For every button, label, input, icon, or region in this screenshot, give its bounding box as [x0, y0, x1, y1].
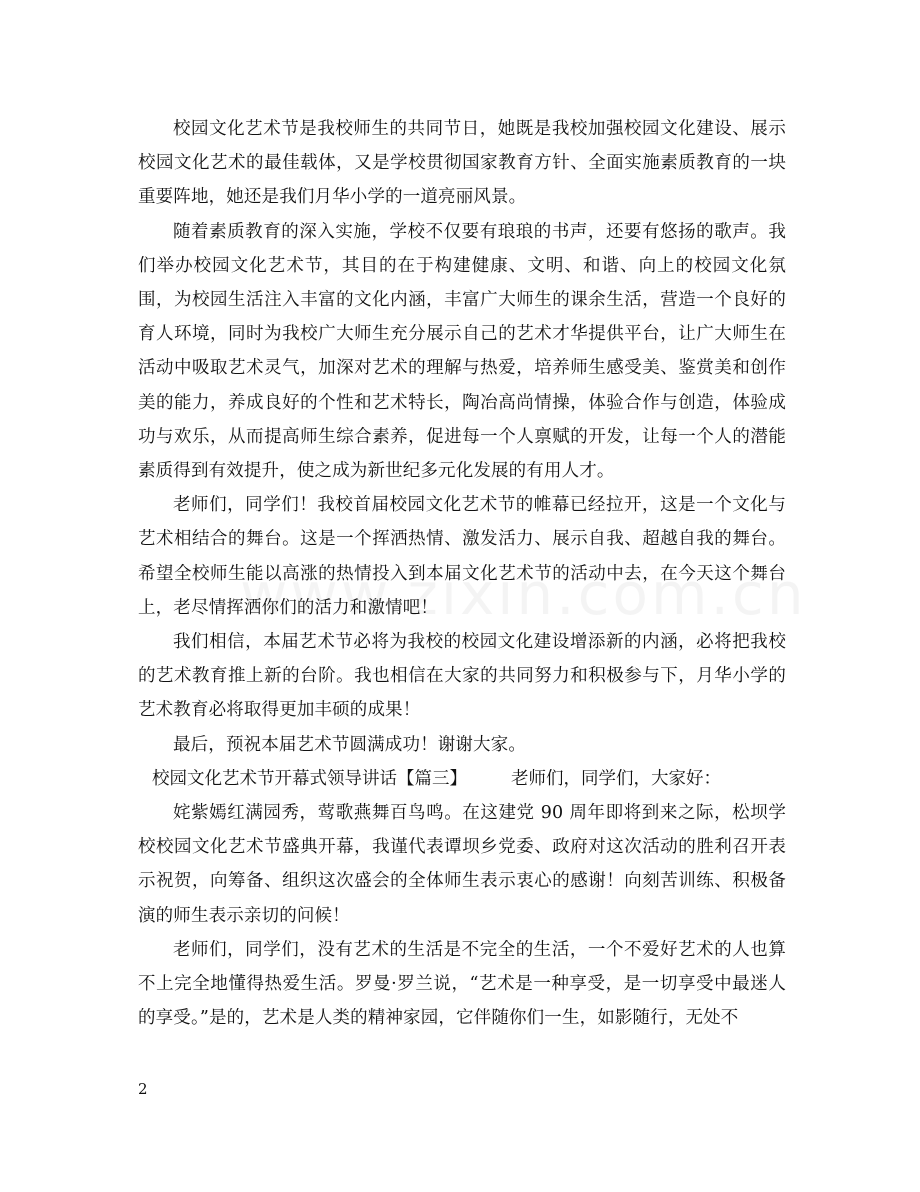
paragraph: 老师们，同学们！我校首届校园文化艺术节的帷幕已经拉开，这是一个文化与艺术相结合的舞台。这是一个挥洒热情、激发活力、展示自我、超越自我的舞台。希望全校师生能以高涨的热情投入到本届文化艺术节的活动中去，在今天这个舞台上，老尽情挥洒你们的活力和激情吧！: [138, 495, 786, 618]
document-body: [138, 112, 786, 1035]
paragraph: 校园文化艺术节是我校师生的共同节日，她既是我校加强校园文化建设、展示校园文化艺术的最佳载体，又是学校贯彻国家教育方针、全面实施素质教育的一块重要阵地，她还是我们月华小学的一道亮丽风景。: [138, 119, 786, 208]
paragraph: 老师们，同学们，没有艺术的生活是不完全的生活，一个不爱好艺术的人也算不上完全地懂得热爱生活。罗曼·罗兰说，“艺术是一种享受，是一切享受中最迷人的享受。”是的，艺术是人类的精神家园，它伴随你们一生，如影随行，无处不: [138, 939, 786, 1029]
section-heading: [138, 762, 786, 796]
paragraph: 随着素质教育的深入实施，学校不仅要有琅琅的书声，还要有悠扬的歌声。我们举办校园文化艺术节，其目的在于构建健康、文明、和谐、向上的校园文化氛围，为校园生活注入丰富的文化内涵，丰富广大师生的课余生活，营造一个良好的育人环境，同时为我校广大师生充分展示自己的艺术才华提供平台，让广大师生在活动中吸取艺术灵气，加深对艺术的理解与热爱，培养师生感受美、鉴赏美和创作美的能力，养成良好的个性和艺术特长，陶冶高尚情操，体验合作与创造，体验成功与欢乐，从而提高师生综合素养，促进每一个人禀赋的开发，让每一个人的潜能素质得到有效提升，使之成为新世纪多元化发展的有用人才。: [138, 221, 786, 482]
section-greeting: 老师们，同学们，大家好：: [511, 768, 721, 789]
paragraph: 姹紫嫣红满园秀，莺歌燕舞百鸟鸣。在这建党 90 周年即将到来之际，松坝学校校园文化艺术节盛典开幕，我谨代表谭坝乡党委、政府对这次活动的胜利召开表示祝贺，向筹备、组织这次盛会的全体师生表示衷心的感谢！向刻苦训练、积极备演的师生表示亲切的问候！: [138, 803, 786, 926]
paragraph: 我们相信，本届艺术节必将为我校的校园文化建设增添新的内涵，必将把我校的艺术教育推上新的台阶。我也相信在大家的共同努力和积极参与下，月华小学的艺术教育必将取得更加丰硕的成果！: [138, 632, 786, 721]
page-number: 2: [138, 1080, 148, 1098]
section-title: 校园文化艺术节开幕式领导讲话【篇三】: [152, 768, 467, 789]
paragraph: 最后，预祝本届艺术节圆满成功！谢谢大家。: [173, 734, 526, 755]
